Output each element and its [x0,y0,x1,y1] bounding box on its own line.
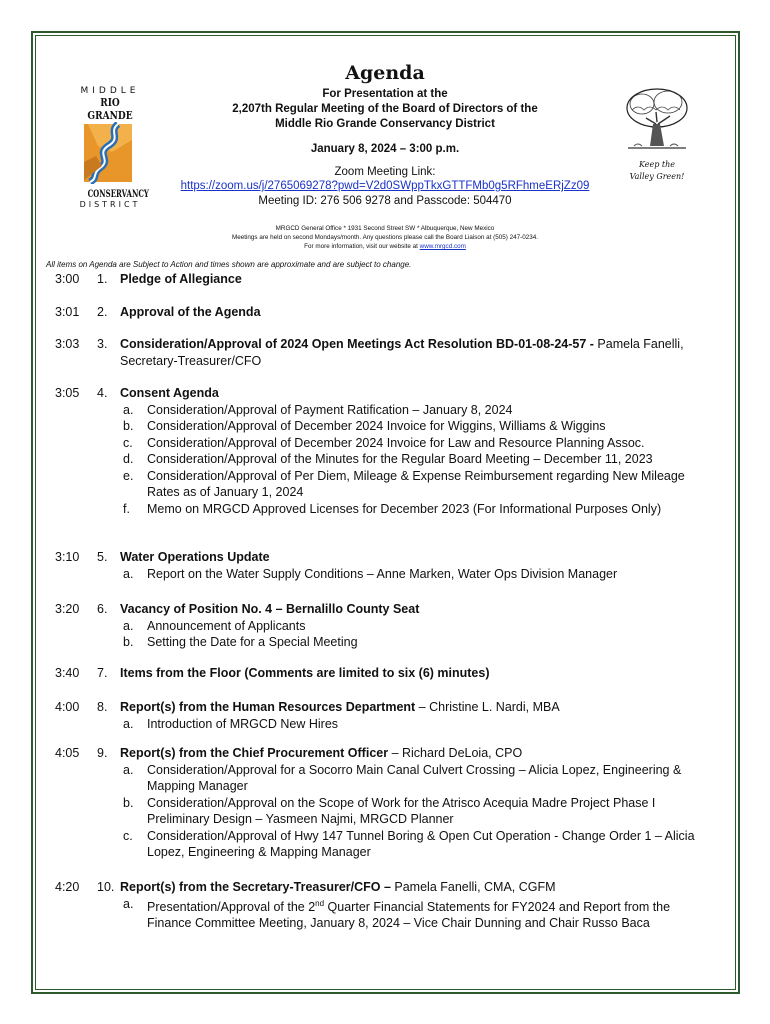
tree-caption-line2: Valley Green! [629,172,685,181]
agenda-item [120,601,710,651]
agenda-disclaimer: All items on Agenda are Subject to Action and times shown are approximate and are subject to change. [46,260,412,269]
subitem-text: Setting the Date for a Special Meeting [147,635,358,649]
agenda-subitem [120,618,710,635]
agenda-time: 3:20 [55,602,80,616]
subitem-letter: a. [123,762,134,777]
subitem-letter: a. [123,402,134,417]
agenda-number: 2. [97,305,108,319]
agenda-subitem [120,795,710,828]
agenda-number: 4. [97,386,108,400]
agenda-subitem [120,634,710,651]
agenda-item [120,699,710,732]
agenda-time: 3:00 [55,272,80,286]
agenda-number: 3. [97,337,108,351]
subitem-letter: c. [123,435,133,450]
subitem-letter: b. [123,795,134,810]
page-title: Agenda [345,62,425,84]
agenda-subitem [120,451,710,468]
subitem-letter: a. [123,618,134,633]
agenda-item-presenter: – Richard DeLoia, CPO [388,746,523,760]
website-link[interactable]: www.mrgcd.com [419,243,466,250]
agenda-item [120,385,710,517]
agenda-item [120,879,710,932]
agenda-time: 3:01 [55,305,80,319]
agenda-number: 6. [97,602,108,616]
subitem-letter: b. [123,419,134,433]
agenda-time: 4:00 [55,700,80,714]
subitem-letter: a. [123,896,134,911]
subitem-text: Consideration/Approval on the Scope of Work for the Atrisco Acequia Madre Project Phase I Preliminary Design – Yasmeen Najmi, MRGCD Planner [147,795,656,826]
agenda-time: 3:03 [55,337,80,351]
subitem-text: Memo on MRGCD Approved Licenses for December 2023 (For Informational Purposes Only) [147,501,662,516]
agenda-item-heading [120,549,710,566]
agenda-time: 3:05 [55,386,80,400]
agenda-subitem [120,418,710,435]
agenda-item-heading [120,304,710,321]
agenda-item-title: Vacancy of Position No. 4 – Bernalillo County Seat [120,602,420,616]
agenda-number: 10. [97,880,115,894]
agenda-number: 5. [97,550,108,564]
agenda-item-title: Report(s) from the Secretary-Treasurer/CFO – [120,880,391,894]
agenda-item-title: Report(s) from the Chief Procurement Officer [120,746,389,760]
agenda-item-heading [120,665,710,682]
agenda-subitem [120,468,710,501]
agenda-item [120,665,710,682]
header-line1: For Presentation at the [322,88,448,100]
subitem-letter: a. [123,716,134,731]
subitem-text: Consideration/Approval of Payment Ratification – January 8, 2024 [147,402,513,417]
subitem-text: Consideration/Approval of December 2024 Invoice for Wiggins, Williams & Wiggins [147,419,606,433]
agenda-time: 3:10 [55,550,80,564]
agenda-subitem [120,762,710,795]
agenda-item-presenter: Pamela Fanelli, CMA, CGFM [390,880,556,894]
agenda-item-presenter: Pamela Fanelli, Secretary-Treasurer/CFO [120,337,684,368]
zoom-meeting-link[interactable]: https://zoom.us/j/2765069278?pwd=V2d0SWppTkxGTTFMb0g5RFhmeERjZz09 [180,180,590,192]
subitem-letter: e. [123,468,134,483]
office-address: MRGCD General Office * 1931 Second Street SW * Albuquerque, New Mexico [275,225,495,232]
tree-caption-line1: Keep the [639,160,675,169]
agenda-item [120,304,710,321]
meetings-note: Meetings are held on second Mondays/month. Any questions please call the Board Liaison at (505) 247-0234. [232,234,538,241]
agenda-item-title: Approval of the Agenda [120,305,261,319]
agenda-item-heading [120,879,710,896]
logo-text-middle: MIDDLE [80,86,140,96]
agenda-number: 9. [97,746,108,760]
subitem-text: Announcement of Applicants [147,618,306,633]
agenda-item-heading [120,699,710,716]
agenda-number: 8. [97,700,108,714]
agenda-item [120,336,710,369]
subitem-letter: f. [123,501,130,516]
meeting-date: January 8, 2024 – 3:00 p.m. [310,143,460,155]
zoom-label: Zoom Meeting Link: [334,166,436,178]
agenda-item-heading [120,745,710,762]
agenda-subitem [120,435,710,452]
agenda-item-title: Consent Agenda [120,386,219,400]
logo-text-conservancy: CONSERVANCY [87,189,149,200]
agenda-subitem [120,716,710,733]
agenda-item-presenter: – Christine L. Nardi, MBA [415,700,560,714]
subitem-letter: c. [123,828,133,843]
agenda-item-title: Consideration/Approval of 2024 Open Meetings Act Resolution BD-01-08-24-57 - [120,337,594,351]
agenda-subitem [120,501,710,518]
subitem-text: Introduction of MRGCD New Hires [147,716,339,731]
subitem-text: Report on the Water Supply Conditions – Anne Marken, Water Ops Division Manager [147,566,618,581]
agenda-number: 1. [97,272,108,286]
agenda-time: 3:40 [55,666,80,680]
subitem-text: Consideration/Approval of Per Diem, Mileage & Expense Reimbursement regarding New Mileage Rates as of January 1, 2024 [147,468,685,499]
agenda-item [120,549,710,582]
subitem-text: Consideration/Approval for a Socorro Main Canal Culvert Crossing – Alicia Lopez, Engineering & Mapping Manager [147,762,682,793]
more-info-line [0,242,770,251]
agenda-subitem [120,896,710,932]
agenda-item-title: Water Operations Update [120,550,270,564]
agenda-subitem [120,566,710,583]
agenda-time: 4:20 [55,880,80,894]
agenda-item [120,745,710,861]
agenda-item [120,271,710,288]
meeting-id: Meeting ID: 276 506 9278 and Passcode: 504470 [258,195,512,207]
agenda-number: 7. [97,666,108,680]
agenda-item-heading [120,385,710,402]
header-line2: 2,207th Regular Meeting of the Board of Directors of the [232,103,538,115]
subitem-text: Consideration/Approval of Hwy 147 Tunnel Boring & Open Cut Operation - Change Order 1 – Alicia Lopez, Engineering & Mapping Manager [147,828,695,859]
agenda-time: 4:05 [55,746,80,760]
logo-text-rio-grande: RIO GRANDE [87,96,133,122]
logo-text-district: DISTRICT [79,200,141,209]
agenda-item-title: Items from the Floor (Comments are limited to six (6) minutes) [120,666,490,680]
header-line3: Middle Rio Grande Conservancy District [275,118,495,130]
agenda-item-title: Report(s) from the Human Resources Department [120,700,416,714]
subitem-letter: b. [123,635,134,649]
subitem-text: Consideration/Approval of December 2024 Invoice for Law and Resource Planning Assoc. [147,435,645,450]
agenda-item-title: Pledge of Allegiance [120,272,242,286]
agenda-item-heading [120,336,710,369]
agenda-item-heading [120,601,710,618]
subitem-letter: a. [123,566,134,581]
superscript: nd [315,898,325,908]
agenda-subitem [120,828,710,861]
agenda-item-heading [120,271,710,288]
subitem-letter: d. [123,452,134,466]
subitem-text: Presentation/Approval of the 2nd Quarter Financial Statements for FY2024 and Report from the Finance Committee Meeting, January 8, 2024 – Vice Chair Dunning and Chair Russo Baca [147,898,671,931]
agenda-subitem [120,402,710,419]
subitem-text: Consideration/Approval of the Minutes for the Regular Board Meeting – December 11, 2023 [147,452,653,466]
more-info-prefix: For more information, visit our website at [304,243,418,250]
